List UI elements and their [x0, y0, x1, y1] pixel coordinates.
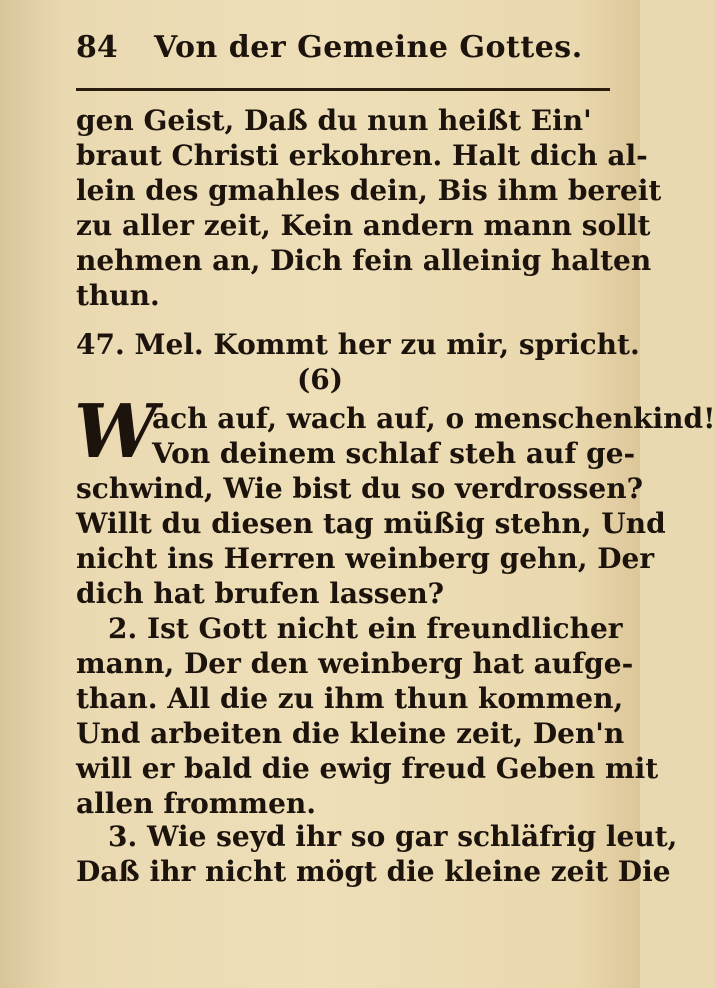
verse-line: will er bald die ewig freud Geben mit [76, 752, 659, 785]
verse-line: Willt du diesen tag müßig stehn, Und [76, 507, 666, 540]
page-header [76, 28, 616, 72]
verse-line: Von deinem schlaf steh auf ge- [152, 437, 636, 470]
running-title: Von der Gemeine Gottes. [154, 30, 583, 65]
verse-line: mann, Der den weinberg hat aufge- [76, 647, 634, 680]
verse-line: ach auf, wach auf, o menschenkind! [152, 402, 715, 435]
verse-line: 2. Ist Gott nicht ein freundlicher [108, 612, 623, 645]
verse-line: than. All die zu ihm thun kommen, [76, 682, 624, 715]
verse-line: 3. Wie seyd ihr so gar schläfrig leut, [108, 820, 678, 853]
verse-line: dich hat brufen lassen? [76, 577, 445, 610]
hymn-heading: 47. Mel. Kommt her zu mir, spricht. [76, 328, 640, 361]
header-rule [76, 88, 610, 91]
verse-line: Daß ihr nicht mögt die kleine zeit Die [76, 855, 671, 888]
text-line: gen Geist, Daß du nun heißt Ein' [76, 104, 592, 137]
verse-line: Und arbeiten die kleine zeit, Den'n [76, 717, 625, 750]
text-line: nehmen an, Dich fein alleinig halten [76, 244, 652, 277]
hymn-number: (6) [297, 363, 343, 396]
verse-line: nicht ins Herren weinberg gehn, Der [76, 542, 655, 575]
text-line: braut Christi erkohren. Halt dich al- [76, 139, 648, 172]
text-line: zu aller zeit, Kein andern mann sollt [76, 209, 651, 242]
page-number: 84 [76, 30, 118, 65]
verse-line: schwind, Wie bist du so verdrossen? [76, 472, 643, 505]
text-line: thun. [76, 279, 160, 312]
verse-line: allen frommen. [76, 787, 316, 820]
text-line: lein des gmahles dein, Bis ihm bereit [76, 174, 662, 207]
drop-cap: W [74, 389, 158, 475]
